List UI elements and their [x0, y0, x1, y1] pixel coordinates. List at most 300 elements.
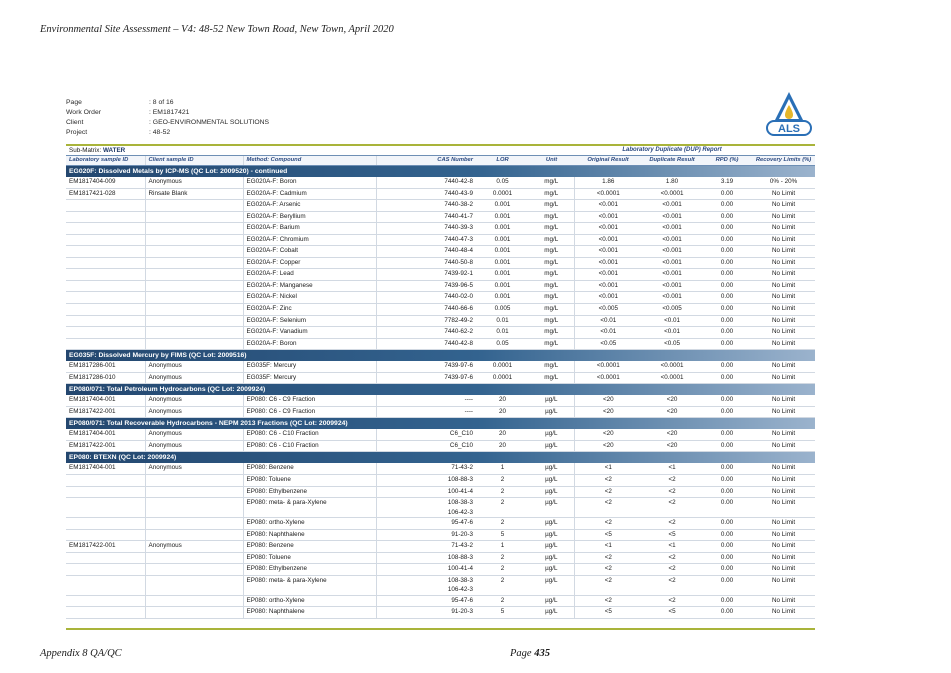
column-header: CAS Number [376, 156, 476, 166]
table-cell: 0.00 [702, 234, 752, 246]
table-cell [145, 223, 243, 235]
table-cell: µg/L [529, 575, 574, 595]
table-cell: mg/L [529, 327, 574, 339]
table-cell: µg/L [529, 595, 574, 607]
table-cell: ---- [376, 406, 476, 418]
table-cell: No Limit [752, 575, 815, 595]
table-cell: 1.86 [574, 177, 642, 188]
table-cell: 0.00 [702, 607, 752, 619]
table-cell: <20 [574, 395, 642, 406]
table-cell: mg/L [529, 177, 574, 188]
table-cell: 91-20-3 [376, 607, 476, 619]
table-row [66, 395, 815, 406]
table-cell: mg/L [529, 200, 574, 212]
table-cell: 0.00 [702, 395, 752, 406]
table-cell: Anonymous [145, 406, 243, 418]
table-cell: <0.001 [642, 257, 702, 269]
table-cell: No Limit [752, 518, 815, 530]
table-cell: µg/L [529, 406, 574, 418]
table-cell: µg/L [529, 429, 574, 440]
table-row [66, 595, 815, 607]
table-cell [145, 211, 243, 223]
section-title: EG020F: Dissolved Metals by ICP-MS (QC Lot: 2009520) - continued [66, 166, 815, 178]
table-row [66, 257, 815, 269]
table-cell: EP080: C6 - C9 Fraction [243, 406, 376, 418]
table-cell: mg/L [529, 292, 574, 304]
table-cell [66, 338, 145, 350]
table-cell [66, 280, 145, 292]
table-cell: <2 [642, 575, 702, 595]
submatrix-value: WATER [102, 147, 126, 154]
table-cell: <2 [574, 518, 642, 530]
logo-text: ALS [778, 123, 800, 135]
table-cell: EP080: ortho-Xylene [243, 595, 376, 607]
table-cell: 7440-48-4 [376, 246, 476, 258]
table-cell: <0.05 [574, 338, 642, 350]
meta-row [66, 128, 815, 138]
table-cell: 0.005 [476, 304, 529, 316]
table-row [66, 292, 815, 304]
column-header: LOR [476, 156, 529, 166]
table-cell [66, 518, 145, 530]
table-row [66, 211, 815, 223]
column-header: Unit [529, 156, 574, 166]
table-row [66, 327, 815, 339]
table-cell [376, 575, 476, 595]
table-cell: C6_C10 [376, 429, 476, 440]
table-cell [145, 292, 243, 304]
table-cell: µg/L [529, 541, 574, 553]
table-cell: 0.00 [702, 211, 752, 223]
table-row [66, 315, 815, 327]
table-cell: 0.00 [702, 338, 752, 350]
table-cell: No Limit [752, 440, 815, 452]
submatrix-cell [66, 146, 376, 156]
table-cell: <0.001 [642, 246, 702, 258]
report-meta [66, 98, 815, 144]
table-cell: <0.001 [574, 223, 642, 235]
table-cell: <2 [642, 564, 702, 576]
table-cell: EG020A-F: Barium [243, 223, 376, 235]
table-cell: EG020A-F: Boron [243, 177, 376, 188]
table-cell: mg/L [529, 338, 574, 350]
table-cell: µg/L [529, 486, 574, 498]
table-cell: 7439-97-6 [376, 361, 476, 372]
table-cell: EM1817421-028 [66, 188, 145, 200]
table-cell: 20 [476, 429, 529, 440]
table-cell: No Limit [752, 475, 815, 487]
table-row [66, 518, 815, 530]
column-header: Method: Compound [243, 156, 376, 166]
table-cell: 0.001 [476, 292, 529, 304]
table-cell: 0.00 [702, 541, 752, 553]
footer-page-label: Page [510, 648, 532, 659]
table-cell: 100-41-4 [376, 564, 476, 576]
meta-value: : EM1817421 [149, 109, 190, 116]
table-cell: 0.00 [702, 463, 752, 474]
table-cell [66, 292, 145, 304]
table-cell: mg/L [529, 211, 574, 223]
table-cell: 7439-96-5 [376, 280, 476, 292]
table-cell: Anonymous [145, 177, 243, 188]
table-cell: <0.001 [574, 280, 642, 292]
table-row [66, 529, 815, 541]
table-row [66, 361, 815, 372]
table-cell: mg/L [529, 223, 574, 235]
table-cell [145, 315, 243, 327]
table-cell: <20 [574, 440, 642, 452]
table-cell: <0.01 [574, 327, 642, 339]
table-cell: 0.00 [702, 304, 752, 316]
table-cell: 0.00 [702, 429, 752, 440]
footer-appendix: Appendix 8 QA/QC [40, 648, 122, 659]
table-cell: EP080: Toluene [243, 475, 376, 487]
table-cell: No Limit [752, 246, 815, 258]
table-cell: 5 [476, 607, 529, 619]
table-cell: <0.01 [574, 315, 642, 327]
table-cell: <2 [642, 595, 702, 607]
column-header: Original Result [574, 156, 642, 166]
table-cell [145, 234, 243, 246]
table-cell: EM1817422-001 [66, 440, 145, 452]
column-header: Duplicate Result [642, 156, 702, 166]
table-cell: 0.00 [702, 361, 752, 372]
table-cell: <0.01 [642, 327, 702, 339]
table-cell: <2 [574, 498, 642, 518]
table-cell: mg/L [529, 361, 574, 372]
table-cell [66, 269, 145, 281]
table-cell: µg/L [529, 498, 574, 518]
table-cell: <0.001 [642, 280, 702, 292]
table-cell: Anonymous [145, 361, 243, 372]
table-cell: 0.001 [476, 280, 529, 292]
table-cell: No Limit [752, 234, 815, 246]
table-cell: 0.01 [476, 315, 529, 327]
table-cell [145, 486, 243, 498]
table-cell: µg/L [529, 440, 574, 452]
table-cell: µg/L [529, 607, 574, 619]
table-cell: 5 [476, 529, 529, 541]
table-cell: EG020A-F: Arsenic [243, 200, 376, 212]
table-cell: 0.00 [702, 223, 752, 235]
table-cell: Anonymous [145, 463, 243, 474]
table-cell: 71-43-2 [376, 541, 476, 553]
table-cell: 0.00 [702, 257, 752, 269]
footer-page-number: 435 [534, 648, 550, 659]
table-row [66, 406, 815, 418]
table-cell: 0.0001 [476, 188, 529, 200]
table-cell: No Limit [752, 211, 815, 223]
table-cell: <1 [574, 541, 642, 553]
table-cell: EG035F: Mercury [243, 372, 376, 384]
table-cell [145, 338, 243, 350]
table-cell: <2 [574, 475, 642, 487]
table-cell [66, 595, 145, 607]
table-cell [145, 498, 243, 518]
table-cell [145, 607, 243, 619]
table-cell: <0.001 [574, 292, 642, 304]
meta-key: Work Order [66, 109, 101, 116]
table-cell: EP080: Benzene [243, 463, 376, 474]
table-cell: 2 [476, 552, 529, 564]
table-cell: 0.001 [476, 269, 529, 281]
table-cell: No Limit [752, 269, 815, 281]
table-cell: <0.001 [642, 211, 702, 223]
table-cell: <2 [642, 518, 702, 530]
column-header: Client sample ID [145, 156, 243, 166]
table-cell: mg/L [529, 257, 574, 269]
table-cell [66, 257, 145, 269]
table-row [66, 498, 815, 518]
table-cell: 71-43-2 [376, 463, 476, 474]
table-cell: <0.001 [642, 223, 702, 235]
table-cell: µg/L [529, 564, 574, 576]
table-cell: 0.00 [702, 595, 752, 607]
table-cell: 7439-97-6 [376, 372, 476, 384]
section-header-row [66, 166, 815, 178]
table-cell: No Limit [752, 315, 815, 327]
table-cell: <2 [574, 486, 642, 498]
table-cell: No Limit [752, 292, 815, 304]
table-cell: 7440-02-0 [376, 292, 476, 304]
table-cell: No Limit [752, 327, 815, 339]
table-cell [145, 257, 243, 269]
table-cell [145, 246, 243, 258]
table-cell: EP080: Ethylbenzene [243, 486, 376, 498]
table-cell: <0.005 [574, 304, 642, 316]
table-cell: EG020A-F: Vanadium [243, 327, 376, 339]
table-cell: No Limit [752, 498, 815, 518]
table-cell: 7439-92-1 [376, 269, 476, 281]
table-cell: EG035F: Mercury [243, 361, 376, 372]
footer-page [510, 648, 550, 659]
table-cell: EP080: Toluene [243, 552, 376, 564]
table-cell: EM1817422-001 [66, 541, 145, 553]
table-cell: <20 [574, 429, 642, 440]
table-cell: EG020A-F: Cadmium [243, 188, 376, 200]
table-cell [145, 575, 243, 595]
table-cell: No Limit [752, 395, 815, 406]
table-cell: EM1817286-010 [66, 372, 145, 384]
table-row [66, 541, 815, 553]
table-cell: <5 [642, 607, 702, 619]
table-cell: <0.001 [574, 211, 642, 223]
table-cell: <5 [574, 607, 642, 619]
table-cell: 0.00 [702, 246, 752, 258]
table-row [66, 304, 815, 316]
table-cell: <20 [642, 429, 702, 440]
table-cell: µg/L [529, 552, 574, 564]
table-cell: No Limit [752, 200, 815, 212]
table-row [66, 486, 815, 498]
table-cell: µg/L [529, 463, 574, 474]
cas-number-line: 106-42-3 [447, 508, 474, 516]
table-cell: EG020A-F: Chromium [243, 234, 376, 246]
table-cell: No Limit [752, 188, 815, 200]
table-cell: mg/L [529, 188, 574, 200]
table-cell: EM1817404-001 [66, 395, 145, 406]
table-row [66, 269, 815, 281]
table-cell: <1 [642, 541, 702, 553]
table-cell: 0.00 [702, 440, 752, 452]
table-cell: 1.80 [642, 177, 702, 188]
section-header-row [66, 384, 815, 396]
table-cell [66, 564, 145, 576]
table-cell: EG020A-F: Beryllium [243, 211, 376, 223]
table-cell: 108-88-3 [376, 475, 476, 487]
table-cell: mg/L [529, 315, 574, 327]
table-cell: 0.001 [476, 223, 529, 235]
section-header-row [66, 350, 815, 362]
table-row [66, 429, 815, 440]
meta-key: Project [66, 129, 88, 136]
table-cell [145, 304, 243, 316]
table-cell: C6_C10 [376, 440, 476, 452]
table-cell: 0.00 [702, 280, 752, 292]
table-cell: <0.0001 [574, 188, 642, 200]
table-cell: 7440-47-3 [376, 234, 476, 246]
table-row [66, 475, 815, 487]
table-cell [66, 200, 145, 212]
cas-number-line: 106-42-3 [447, 586, 474, 594]
table-cell: µg/L [529, 395, 574, 406]
table-cell: EG020A-F: Cobalt [243, 246, 376, 258]
table-cell: No Limit [752, 607, 815, 619]
table-cell: <0.001 [642, 269, 702, 281]
table-cell: 2 [476, 486, 529, 498]
table-cell [145, 518, 243, 530]
cas-number-line: 108-38-3 [447, 499, 474, 507]
table-cell: 20 [476, 406, 529, 418]
table-cell: EP080: Benzene [243, 541, 376, 553]
table-cell: No Limit [752, 223, 815, 235]
table-cell: <2 [642, 498, 702, 518]
table-cell: <0.05 [642, 338, 702, 350]
table-cell: EG020A-F: Boron [243, 338, 376, 350]
table-cell: No Limit [752, 552, 815, 564]
table-cell: 95-47-6 [376, 518, 476, 530]
submatrix-row [66, 146, 815, 156]
table-cell: 2 [476, 564, 529, 576]
qc-report [66, 98, 815, 630]
table-cell: <0.0001 [642, 361, 702, 372]
table-cell [145, 269, 243, 281]
document-header: Environmental Site Assessment – V4: 48-52 New Town Road, New Town, April 2020 [40, 24, 394, 35]
table-cell: 0.00 [702, 552, 752, 564]
section-title: EP080/071: Total Petroleum Hydrocarbons (QC Lot: 2009924) [66, 384, 815, 396]
table-cell [66, 304, 145, 316]
table-cell [66, 607, 145, 619]
meta-value: : 8 of 16 [149, 99, 174, 106]
table-cell: 0.00 [702, 200, 752, 212]
table-cell: <0.001 [642, 200, 702, 212]
table-cell: No Limit [752, 486, 815, 498]
table-cell: mg/L [529, 304, 574, 316]
table-cell: EG020A-F: Zinc [243, 304, 376, 316]
table-row [66, 607, 815, 619]
table-cell: EM1817286-001 [66, 361, 145, 372]
table-cell [66, 475, 145, 487]
table-cell: 0.00 [702, 518, 752, 530]
table-cell: <0.001 [574, 269, 642, 281]
table-cell [145, 475, 243, 487]
table-cell: EP080: Naphthalene [243, 607, 376, 619]
table-cell: 7782-49-2 [376, 315, 476, 327]
table-cell: No Limit [752, 280, 815, 292]
table-row [66, 246, 815, 258]
table-cell: No Limit [752, 529, 815, 541]
table-cell: EM1817404-009 [66, 177, 145, 188]
section-header-row [66, 418, 815, 430]
table-cell: <5 [574, 529, 642, 541]
meta-key: Page [66, 99, 82, 106]
table-cell: <2 [574, 575, 642, 595]
table-cell [66, 575, 145, 595]
table-cell: 0.05 [476, 338, 529, 350]
table-cell: EP080: C6 - C9 Fraction [243, 395, 376, 406]
meta-value: : 48-52 [149, 129, 171, 136]
table-cell: <0.001 [574, 257, 642, 269]
table-cell: 0.01 [476, 327, 529, 339]
table-cell [66, 529, 145, 541]
table-cell [145, 327, 243, 339]
table-cell: Rinsate Blank [145, 188, 243, 200]
table-cell: 0.00 [702, 269, 752, 281]
table-cell: EM1817404-001 [66, 463, 145, 474]
table-cell [66, 223, 145, 235]
column-header-row [66, 156, 815, 166]
table-row [66, 564, 815, 576]
table-cell: 108-88-3 [376, 552, 476, 564]
table-cell: No Limit [752, 372, 815, 384]
table-cell [145, 595, 243, 607]
table-cell: 7440-38-2 [376, 200, 476, 212]
table-cell: <0.001 [574, 200, 642, 212]
duplicate-report-table [66, 146, 815, 619]
table-cell: EG020A-F: Lead [243, 269, 376, 281]
table-cell: 0.00 [702, 564, 752, 576]
table-cell: Anonymous [145, 429, 243, 440]
table-cell: <0.0001 [642, 372, 702, 384]
table-row [66, 200, 815, 212]
table-cell [66, 486, 145, 498]
table-cell: Anonymous [145, 372, 243, 384]
table-cell: 2 [476, 575, 529, 595]
table-cell: 0.00 [702, 475, 752, 487]
table-cell: <2 [574, 595, 642, 607]
table-cell: 2 [476, 595, 529, 607]
table-cell: EM1817404-001 [66, 429, 145, 440]
table-cell: <0.005 [642, 304, 702, 316]
table-cell: mg/L [529, 372, 574, 384]
table-cell: <0.001 [574, 234, 642, 246]
table-cell: 7440-42-8 [376, 177, 476, 188]
table-cell: 3.19 [702, 177, 752, 188]
table-cell: <0.0001 [574, 372, 642, 384]
table-cell [145, 280, 243, 292]
meta-row [66, 98, 815, 108]
table-cell: No Limit [752, 406, 815, 418]
table-cell: 7440-42-8 [376, 338, 476, 350]
table-cell: mg/L [529, 280, 574, 292]
table-cell: No Limit [752, 595, 815, 607]
table-cell: <0.0001 [574, 361, 642, 372]
table-cell: <1 [642, 463, 702, 474]
table-row [66, 234, 815, 246]
section-title: EP080: BTEXN (QC Lot: 2009924) [66, 452, 815, 464]
table-cell: <5 [642, 529, 702, 541]
table-cell: EP080: C6 - C10 Fraction [243, 429, 376, 440]
